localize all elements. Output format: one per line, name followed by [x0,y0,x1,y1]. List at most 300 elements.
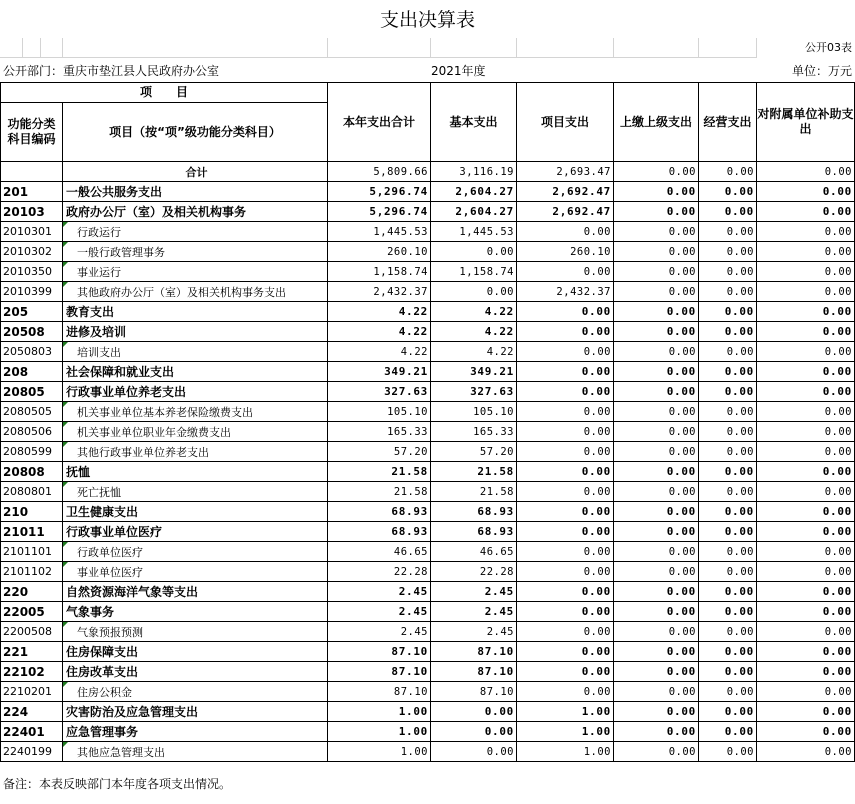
row-value: 0.00 [614,442,699,462]
row-value: 0.00 [699,242,757,262]
row-value: 22.28 [328,562,431,582]
cell-marker-icon [63,262,68,267]
row-name: 气象事务 [63,602,328,622]
row-code: 2010399 [1,282,63,302]
row-value: 0.00 [517,542,614,562]
row-value: 1,158.74 [328,262,431,282]
row-value: 87.10 [328,642,431,662]
row-name: 自然资源海洋气象等支出 [63,582,328,602]
row-value: 87.10 [328,662,431,682]
row-value: 0.00 [699,362,757,382]
row-name: 教育支出 [63,302,328,322]
cell-marker-icon [63,682,68,687]
row-value: 0.00 [517,562,614,582]
header-basic: 基本支出 [431,83,517,162]
row-value: 327.63 [328,382,431,402]
row-value: 0.00 [757,362,855,382]
row-value: 0.00 [614,562,699,582]
table-row [1,682,855,702]
row-code: 21011 [1,522,63,542]
table-row [1,422,855,442]
table-row [1,662,855,682]
header-business: 经营支出 [699,83,757,162]
row-value: 2,693.47 [517,162,614,182]
row-value: 0.00 [757,682,855,702]
row-value: 0.00 [757,302,855,322]
row-value: 4.22 [431,322,517,342]
row-value: 0.00 [757,442,855,462]
row-value: 0.00 [517,502,614,522]
row-value: 87.10 [431,662,517,682]
row-value: 0.00 [517,482,614,502]
row-value: 0.00 [614,622,699,642]
row-value: 0.00 [699,602,757,622]
spacer-row [0,38,855,58]
row-value: 1.00 [328,742,431,762]
row-name: 其他政府办公厅（室）及相关机构事务支出 [63,282,328,302]
table-row [1,402,855,422]
row-value: 68.93 [328,522,431,542]
row-name: 行政事业单位医疗 [63,522,328,542]
row-name: 死亡抚恤 [63,482,328,502]
row-value: 68.93 [328,502,431,522]
row-value: 0.00 [757,422,855,442]
table-row [1,182,855,202]
row-value: 2.45 [328,582,431,602]
row-name: 卫生健康支出 [63,502,328,522]
row-code: 20805 [1,382,63,402]
table-row [1,522,855,542]
table-row [1,742,855,762]
row-code: 20103 [1,202,63,222]
row-value: 0.00 [614,322,699,342]
row-value: 0.00 [614,202,699,222]
row-value: 4.22 [431,342,517,362]
cell-marker-icon [63,222,68,227]
row-value: 105.10 [328,402,431,422]
row-value: 0.00 [699,522,757,542]
row-value: 0.00 [431,702,517,722]
row-value: 0.00 [517,302,614,322]
row-value: 0.00 [757,262,855,282]
table-row [1,222,855,242]
table-row [1,442,855,462]
row-code: 221 [1,642,63,662]
cell-marker-icon [63,542,68,547]
row-value: 0.00 [757,642,855,662]
row-value: 0.00 [517,262,614,282]
row-value: 0.00 [757,342,855,362]
table-row [1,482,855,502]
header-item-group: 项 目 [1,83,328,103]
row-value: 0.00 [757,282,855,302]
row-value: 0.00 [517,682,614,702]
row-value: 0.00 [757,582,855,602]
row-value: 0.00 [517,422,614,442]
row-value: 4.22 [328,302,431,322]
row-value: 0.00 [614,362,699,382]
row-value: 21.58 [328,482,431,502]
row-value: 0.00 [699,542,757,562]
row-code: 22401 [1,722,63,742]
table-row [1,702,855,722]
row-code: 22005 [1,602,63,622]
header-subsidy: 对附属单位补助支出 [757,83,855,162]
row-value: 0.00 [757,662,855,682]
row-value: 0.00 [614,602,699,622]
cell-marker-icon [63,282,68,287]
row-value: 1.00 [517,702,614,722]
row-name: 住房保障支出 [63,642,328,662]
row-code: 2050803 [1,342,63,362]
row-value: 105.10 [431,402,517,422]
row-value: 2,432.37 [517,282,614,302]
row-code: 2080505 [1,402,63,422]
row-value: 0.00 [757,182,855,202]
cell-marker-icon [63,342,68,347]
row-value: 0.00 [699,482,757,502]
row-code: 220 [1,582,63,602]
row-code: 2010301 [1,222,63,242]
row-value: 0.00 [699,562,757,582]
row-name: 气象预报预测 [63,622,328,642]
row-value: 1.00 [517,722,614,742]
row-value: 260.10 [328,242,431,262]
row-value: 2.45 [431,622,517,642]
table-row [1,462,855,482]
row-value: 68.93 [431,502,517,522]
row-name: 一般行政管理事务 [63,242,328,262]
row-value: 0.00 [517,222,614,242]
row-value: 0.00 [757,622,855,642]
row-name: 社会保障和就业支出 [63,362,328,382]
row-name: 机关事业单位职业年金缴费支出 [63,422,328,442]
header-name: 项目（按“项”级功能分类科目） [63,103,328,162]
row-code: 208 [1,362,63,382]
row-value: 0.00 [517,442,614,462]
row-value: 0.00 [614,182,699,202]
cell-marker-icon [63,242,68,247]
row-value: 2,604.27 [431,182,517,202]
footnote: 备注：本表反映部门本年度各项支出情况。 [3,777,232,791]
row-value: 0.00 [699,282,757,302]
row-value: 2,432.37 [328,282,431,302]
row-value: 0.00 [614,682,699,702]
row-value: 0.00 [699,322,757,342]
row-value: 0.00 [614,462,699,482]
row-value: 0.00 [757,522,855,542]
table-row [1,562,855,582]
row-value: 0.00 [614,162,699,182]
table-row [1,242,855,262]
row-value: 165.33 [328,422,431,442]
row-value: 0.00 [517,582,614,602]
row-value: 22.28 [431,562,517,582]
row-value: 5,809.66 [328,162,431,182]
row-value: 2,604.27 [431,202,517,222]
row-value: 0.00 [757,742,855,762]
cell-marker-icon [63,622,68,627]
row-value: 1.00 [328,722,431,742]
row-value: 2.45 [431,582,517,602]
row-value: 0.00 [517,642,614,662]
row-value: 0.00 [517,662,614,682]
row-value: 2,692.47 [517,182,614,202]
row-value: 0.00 [614,542,699,562]
row-value: 21.58 [431,482,517,502]
row-value: 0.00 [757,602,855,622]
table-row [1,642,855,662]
row-value: 1,445.53 [431,222,517,242]
row-value: 0.00 [757,482,855,502]
row-name: 机关事业单位基本养老保险缴费支出 [63,402,328,422]
row-value: 0.00 [517,462,614,482]
row-value: 0.00 [699,202,757,222]
row-value: 0.00 [517,402,614,422]
row-value: 0.00 [517,602,614,622]
row-name: 培训支出 [63,342,328,362]
row-value: 5,296.74 [328,202,431,222]
row-value: 260.10 [517,242,614,262]
row-value: 0.00 [517,622,614,642]
row-value: 0.00 [757,222,855,242]
row-value: 5,296.74 [328,182,431,202]
row-value: 0.00 [614,262,699,282]
row-name: 政府办公厅（室）及相关机构事务 [63,202,328,222]
row-value: 0.00 [614,342,699,362]
row-value: 0.00 [757,202,855,222]
row-value: 2.45 [431,602,517,622]
row-value: 0.00 [757,322,855,342]
row-value: 165.33 [431,422,517,442]
table-row [1,202,855,222]
row-code: 2080506 [1,422,63,442]
table-row [1,302,855,322]
table-row [1,262,855,282]
table-row [1,362,855,382]
row-value: 57.20 [431,442,517,462]
table-row [1,622,855,642]
row-name: 事业单位医疗 [63,562,328,582]
row-name: 一般公共服务支出 [63,182,328,202]
row-code: 2010302 [1,242,63,262]
row-name: 其他行政事业单位养老支出 [63,442,328,462]
row-value: 68.93 [431,522,517,542]
cell-marker-icon [63,742,68,747]
row-value: 1.00 [328,702,431,722]
cell-marker-icon [63,422,68,427]
row-value: 0.00 [614,422,699,442]
row-value: 0.00 [431,722,517,742]
row-value: 0.00 [699,502,757,522]
row-code: 20808 [1,462,63,482]
row-value: 0.00 [614,482,699,502]
row-value: 0.00 [614,282,699,302]
row-value: 0.00 [517,362,614,382]
row-value: 2.45 [328,602,431,622]
header-code: 功能分类科目编码 [1,103,63,162]
row-value: 0.00 [699,402,757,422]
row-value: 87.10 [431,682,517,702]
row-value: 0.00 [699,682,757,702]
table-number: 公开03表 [805,41,852,54]
row-value: 0.00 [757,462,855,482]
row-name: 其他应急管理支出 [63,742,328,762]
row-value: 1,158.74 [431,262,517,282]
row-value: 0.00 [757,702,855,722]
row-value: 0.00 [614,642,699,662]
row-value: 0.00 [614,402,699,422]
row-value: 0.00 [614,382,699,402]
row-code: 2010350 [1,262,63,282]
row-value: 0.00 [699,162,757,182]
row-value: 0.00 [757,562,855,582]
row-value: 87.10 [328,682,431,702]
expenditure-table [0,82,855,762]
row-value: 0.00 [757,382,855,402]
row-value: 57.20 [328,442,431,462]
row-code: 2080599 [1,442,63,462]
row-code: 2240199 [1,742,63,762]
row-value: 3,116.19 [431,162,517,182]
row-value: 21.58 [431,462,517,482]
row-name: 住房改革支出 [63,662,328,682]
row-value: 0.00 [431,742,517,762]
header-upper: 上缴上级支出 [614,83,699,162]
row-code: 20508 [1,322,63,342]
row-value: 0.00 [699,422,757,442]
row-value: 327.63 [431,382,517,402]
header-total: 本年支出合计 [328,83,431,162]
row-value: 1.00 [517,742,614,762]
row-code: 205 [1,302,63,322]
row-value: 0.00 [699,642,757,662]
row-code: 2101101 [1,542,63,562]
row-value: 46.65 [328,542,431,562]
row-value: 0.00 [699,622,757,642]
table-row [1,282,855,302]
row-value: 0.00 [699,342,757,362]
report-title: 支出决算表 [379,9,475,31]
row-value: 349.21 [431,362,517,382]
row-value: 0.00 [614,742,699,762]
row-name: 进修及培训 [63,322,328,342]
row-value: 0.00 [757,722,855,742]
row-value: 21.58 [328,462,431,482]
table-row [1,342,855,362]
row-value: 0.00 [614,662,699,682]
row-code: 201 [1,182,63,202]
row-value: 0.00 [699,462,757,482]
row-code: 2210201 [1,682,63,702]
row-name: 应急管理事务 [63,722,328,742]
table-row [1,722,855,742]
row-value: 0.00 [614,242,699,262]
header-project: 项目支出 [517,83,614,162]
row-code: 2101102 [1,562,63,582]
row-code: 2080801 [1,482,63,502]
row-value: 0.00 [614,582,699,602]
row-value: 0.00 [699,662,757,682]
row-value: 0.00 [517,522,614,542]
row-value: 0.00 [699,302,757,322]
row-value: 4.22 [328,322,431,342]
table-body [1,162,855,762]
row-value: 0.00 [517,382,614,402]
row-code [1,162,63,182]
row-value: 0.00 [699,222,757,242]
table-row [1,502,855,522]
row-value: 0.00 [699,382,757,402]
row-value: 0.00 [699,182,757,202]
table-row [1,542,855,562]
row-name: 合计 [63,162,328,182]
row-value: 1,445.53 [328,222,431,242]
table-row [1,382,855,402]
cell-marker-icon [63,562,68,567]
row-value: 4.22 [328,342,431,362]
row-value: 0.00 [431,282,517,302]
row-value: 87.10 [431,642,517,662]
row-code: 22102 [1,662,63,682]
row-value: 0.00 [614,302,699,322]
row-value: 0.00 [757,162,855,182]
row-value: 0.00 [614,522,699,542]
row-value: 349.21 [328,362,431,382]
row-value: 0.00 [699,442,757,462]
row-name: 行政运行 [63,222,328,242]
department-label: 公开部门：重庆市垫江县人民政府办公室 [3,64,220,78]
row-value: 0.00 [699,262,757,282]
info-row [0,59,855,83]
row-value: 46.65 [431,542,517,562]
table-row [1,322,855,342]
row-value: 0.00 [757,502,855,522]
year-label: 2021年度 [431,64,486,78]
row-value: 0.00 [699,582,757,602]
row-code: 224 [1,702,63,722]
row-code: 210 [1,502,63,522]
unit-label: 单位：万元 [791,64,852,78]
cell-marker-icon [63,442,68,447]
row-value: 0.00 [699,722,757,742]
row-value: 0.00 [757,242,855,262]
row-name: 行政单位医疗 [63,542,328,562]
row-value: 0.00 [699,742,757,762]
row-value: 0.00 [614,222,699,242]
table-row [1,602,855,622]
row-name: 灾害防治及应急管理支出 [63,702,328,722]
row-value: 4.22 [431,302,517,322]
row-value: 2.45 [328,622,431,642]
row-value: 0.00 [614,722,699,742]
row-name: 行政事业单位养老支出 [63,382,328,402]
row-value: 0.00 [614,502,699,522]
row-value: 0.00 [431,242,517,262]
row-value: 0.00 [757,542,855,562]
row-code: 2200508 [1,622,63,642]
row-value: 2,692.47 [517,202,614,222]
row-value: 0.00 [517,322,614,342]
row-name: 住房公积金 [63,682,328,702]
row-value: 0.00 [517,342,614,362]
row-value: 0.00 [614,702,699,722]
row-value: 0.00 [757,402,855,422]
table-row [1,582,855,602]
row-name: 抚恤 [63,462,328,482]
row-name: 事业运行 [63,262,328,282]
cell-marker-icon [63,402,68,407]
